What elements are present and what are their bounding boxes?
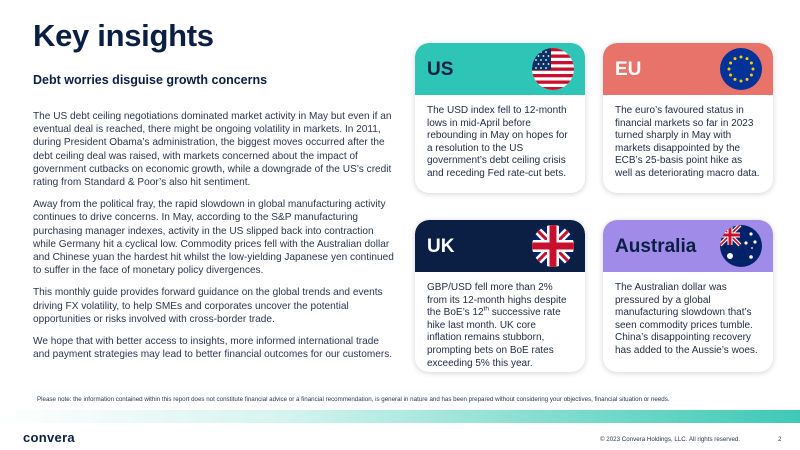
uk-flag-icon [532, 225, 574, 267]
us-card-title: US [427, 59, 454, 80]
paragraph: Away from the political fray, the rapid slowdown in global manufacturing activity continues to drive concerns. In May, according to the S&P manufacturing purchasing manager indexes, activity in the US slipped back into contraction while Germany hit a cyclical low. Commodity prices fell with the Australian dollar and Chinese yuan the hardest hit whilst the low-yielding Japanese yen continued to suffer in the face of monetary policy divergences. [33, 199, 394, 277]
paragraph: We hope that with better access to insights, more informed international trade and payment strategies may lead to better financial outcomes for our customers. [33, 336, 393, 361]
uk-card-text-sup: th [483, 305, 489, 313]
uk-card-text-part: successive rate hike last month. UK core inflation remains stubborn, prompting bets on BoE rates exceeding 5% this year. [427, 307, 561, 369]
body-text [33, 110, 395, 370]
australia-card-header [603, 220, 773, 272]
uk-card-title: UK [427, 236, 455, 257]
uk-card-header [415, 220, 585, 272]
convera-logo: convera [23, 430, 75, 445]
us-card-text: The USD index fell to 12-month lows in mid-April before rebounding in May on hopes for a resolution to the US government’s debt ceiling crisis and receding Fed rate-cut bets. [427, 105, 568, 179]
page-number: 2 [778, 436, 782, 443]
us-card-header [415, 43, 585, 95]
uk-card-text [415, 272, 585, 372]
uk-card-text-part: GBP/USD fell more than 2% from its 12-month highs despite the BoE’s 12 [427, 282, 567, 319]
paragraph: This monthly guide provides forward guidance on the global trends and events driving FX volatility, to help SMEs and corporates uncover the potential opportunities or risks involved with cross-border trade. [33, 287, 383, 325]
australia-card [603, 220, 773, 372]
australia-card-title: Australia [615, 236, 697, 257]
eu-card-text: The euro’s favoured status in financial markets so far in 2023 turned sharply in May with markets disappointed by the ECB’s 25-basis point hike as well as deteriorating macro data. [615, 105, 760, 179]
us-flag-icon [532, 48, 574, 90]
us-card [415, 43, 585, 193]
disclaimer: Please note: the information contained within this report does not constitute financial advice or a financial recommendation, is general in nature and has been prepared without considering your objectives, financial situation or needs. [37, 396, 670, 403]
page-title: Key insights [33, 18, 214, 53]
footer-gradient-band [0, 410, 800, 423]
australia-card-text: The Australian dollar was pressured by a global manufacturing slowdown that’s seen commodity prices tumble. China’s disappointing recovery has added to the Aussie’s woes. [615, 282, 758, 356]
eu-card [603, 43, 773, 193]
eu-card-header [603, 43, 773, 95]
paragraph: The US debt ceiling negotiations dominated market activity in May but even if an eventual deal is reached, there might be ongoing volatility in markets. In 2011, during President Obama’s administration, the biggest moves occurred after the debt ceiling deal was raised, with markets concerned about the impact of government cutbacks on economic growth, while a downgrade of the US’s credit rating from Standard & Poor’s also hit sentiment. [33, 111, 392, 189]
uk-card [415, 220, 585, 372]
eu-flag-icon [720, 48, 762, 90]
australia-flag-icon [720, 225, 762, 267]
page-subtitle: Debt worries disguise growth concerns [33, 73, 268, 87]
eu-card-title: EU [615, 59, 642, 80]
copyright: © 2023 Convera Holdings, LLC. All rights reserved. [600, 436, 741, 443]
